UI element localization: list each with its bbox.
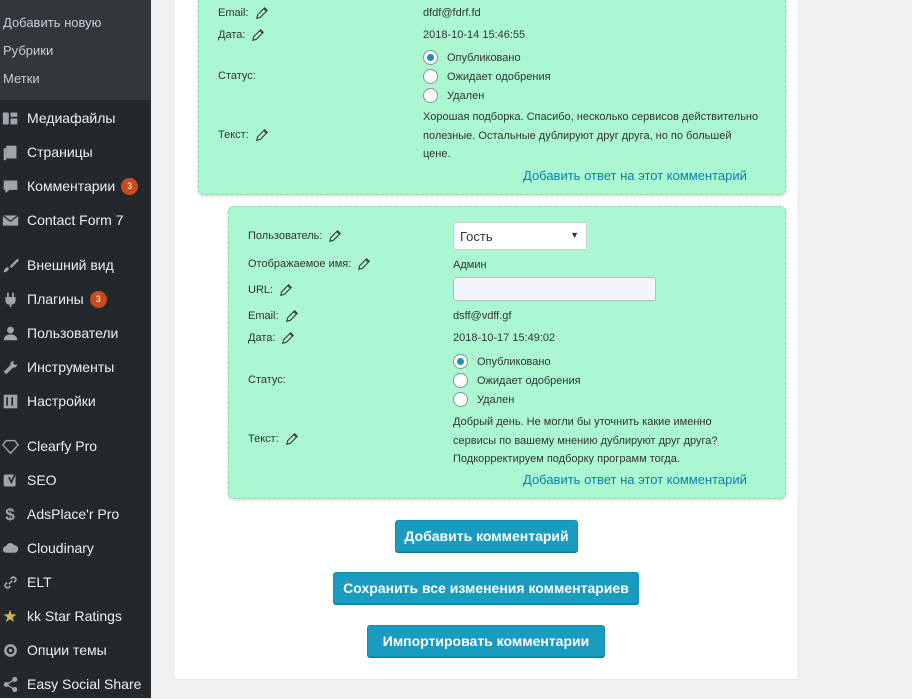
sidebar-item-label: Contact Form 7 (27, 212, 124, 228)
sidebar-item-elt[interactable] (0, 567, 151, 597)
sidebar-item-tools[interactable] (0, 352, 151, 382)
radio-circle[interactable] (423, 69, 438, 84)
cloud-icon (1, 539, 19, 557)
sidebar-item-label: Пользователи (27, 325, 119, 341)
radio-circle[interactable] (453, 373, 468, 388)
comment-text (453, 413, 773, 469)
sidebar-item-label: Clearfy Pro (27, 438, 98, 454)
sidebar-item-pages[interactable] (0, 137, 151, 167)
radio-circle[interactable] (453, 392, 468, 407)
brush-icon (1, 256, 19, 274)
user-select[interactable]: Гость ▼ (453, 222, 587, 250)
status-radio-pending[interactable]: Ожидает одобрения (453, 373, 581, 388)
edit-pencil-icon[interactable] (255, 128, 269, 142)
url-label: URL: (248, 283, 293, 297)
star-icon: ★ (2, 606, 18, 626)
sidebar-item-clearfy[interactable] (0, 431, 151, 461)
share-icon (1, 675, 19, 693)
edit-pencil-icon[interactable] (255, 6, 269, 20)
plugin-icon (1, 290, 19, 308)
sidebar-item-adsplacer[interactable] (0, 499, 151, 529)
settings-icon (1, 392, 19, 410)
comment-text (423, 108, 783, 164)
sidebar-item-label: Внешний вид (27, 257, 114, 273)
comment-card-2 (228, 206, 786, 499)
sidebar-item-label: SEO (27, 472, 57, 488)
users-icon (1, 324, 19, 342)
comment-text-line: Хорошая подборка. Спасибо, несколько сервисов действительно (423, 111, 759, 123)
sidebar-item-seo[interactable] (0, 465, 151, 495)
status-label: Статус: (218, 70, 256, 82)
reply-link[interactable]: Добавить ответ на этот комментарий (523, 168, 747, 183)
sidebar-item-label: Cloudinary (27, 540, 94, 556)
sidebar-item-theme-options[interactable] (0, 635, 151, 665)
comment-card-1 (198, 0, 786, 195)
plugins-count-badge: 3 (90, 291, 107, 308)
sidebar-item-settings[interactable] (0, 386, 151, 416)
user-label: Пользователь: (248, 229, 342, 243)
sidebar-item-appearance[interactable] (0, 250, 151, 280)
comments-icon (1, 177, 19, 195)
diamond-icon (1, 437, 19, 455)
sidebar-item-label: kk Star Ratings (27, 608, 122, 624)
sidebar-item-kk-star-ratings[interactable] (0, 601, 151, 631)
edit-pencil-icon[interactable] (328, 229, 342, 243)
status-radio-deleted[interactable]: Удален (423, 88, 484, 103)
dollar-icon: $ (5, 504, 15, 524)
sidebar-item-label: Опции темы (27, 642, 107, 658)
sidebar-item-label: Настройки (27, 393, 96, 409)
status-label: Статус: (248, 374, 286, 386)
date-label: Дата: (248, 331, 295, 345)
sidebar-item-label: Easy Social Share (27, 676, 142, 692)
url-input[interactable] (453, 277, 656, 301)
comment-text-line: цене. (423, 148, 451, 160)
text-label: Текст: (248, 432, 299, 446)
save-all-changes-button[interactable]: Сохранить все изменения комментариев (333, 572, 639, 604)
sidebar-item-media[interactable] (0, 103, 151, 133)
media-icon (1, 109, 19, 127)
comment-text-line: сервисы по вашему мнению дублируют друг друга? (453, 434, 718, 447)
sidebar-item-label: Инструменты (27, 359, 115, 375)
display-name-label: Отображаемое имя: (248, 257, 371, 271)
wrench-icon (1, 358, 19, 376)
pages-icon (1, 143, 19, 161)
radio-circle[interactable] (423, 50, 438, 65)
status-radio-pending[interactable]: Ожидает одобрения (423, 69, 551, 84)
date-label: Дата: (218, 28, 265, 42)
comment-text-line: полезные. Остальные дублируют друг друга, но по большей (423, 129, 732, 142)
edit-pencil-icon[interactable] (279, 283, 293, 297)
submenu-categories[interactable]: Рубрики (3, 43, 54, 58)
admin-sidebar (0, 0, 151, 698)
comment-text-line: Добрый день. Не могли бы уточнить какие именно (453, 416, 712, 428)
import-comments-button[interactable]: Импортировать комментарии (367, 625, 605, 657)
sidebar-item-label: Плагины (27, 291, 84, 307)
reply-link[interactable]: Добавить ответ на этот комментарий (523, 472, 747, 487)
status-radio-published[interactable]: Опубликовано (423, 50, 521, 65)
email-label: Email: (218, 6, 269, 20)
comments-count-badge: 3 (121, 178, 138, 195)
theme-options-icon (1, 641, 19, 659)
edit-pencil-icon[interactable] (251, 28, 265, 42)
display-name-value: Админ (453, 259, 487, 271)
email-value: dsff@vdff.gf (453, 310, 512, 322)
sidebar-item-label: AdsPlace'r Pro (27, 506, 120, 522)
edit-pencil-icon[interactable] (285, 432, 299, 446)
status-radio-deleted[interactable]: Удален (453, 392, 514, 407)
add-comment-button[interactable]: Добавить комментарий (395, 520, 578, 552)
sidebar-item-cloudinary[interactable] (0, 533, 151, 563)
yoast-icon (1, 471, 19, 489)
status-radio-published[interactable]: Опубликовано (453, 354, 551, 369)
radio-circle[interactable] (423, 88, 438, 103)
email-value: dfdf@fdrf.fd (423, 7, 481, 19)
link-icon (1, 573, 19, 591)
sidebar-item-contact-form[interactable] (0, 205, 151, 235)
mail-icon (1, 211, 19, 229)
date-value: 2018-10-14 15:46:55 (423, 29, 526, 41)
edit-pencil-icon[interactable] (281, 331, 295, 345)
radio-circle[interactable] (453, 354, 468, 369)
sidebar-item-label: ELT (27, 574, 52, 590)
comment-text-line: Подкорректируем подборку программ тогда. (453, 453, 680, 465)
sidebar-item-label: Комментарии (27, 178, 116, 194)
date-value: 2018-10-17 15:49:02 (453, 332, 556, 344)
text-label: Текст: (218, 128, 269, 142)
sidebar-item-users[interactable] (0, 318, 151, 348)
posts-submenu (0, 0, 151, 100)
edit-pencil-icon[interactable] (357, 257, 371, 271)
submenu-tags[interactable]: Метки (3, 71, 40, 86)
chevron-down-icon: ▼ (570, 230, 579, 240)
sidebar-item-plugins[interactable] (0, 284, 151, 314)
sidebar-item-label: Медиафайлы (27, 110, 116, 126)
edit-pencil-icon[interactable] (285, 309, 299, 323)
sidebar-item-easy-social-share[interactable] (0, 669, 151, 699)
sidebar-item-label: Страницы (27, 144, 93, 160)
email-label: Email: (248, 309, 299, 323)
submenu-add-new[interactable]: Добавить новую (3, 15, 102, 30)
sidebar-item-comments[interactable] (0, 171, 151, 201)
